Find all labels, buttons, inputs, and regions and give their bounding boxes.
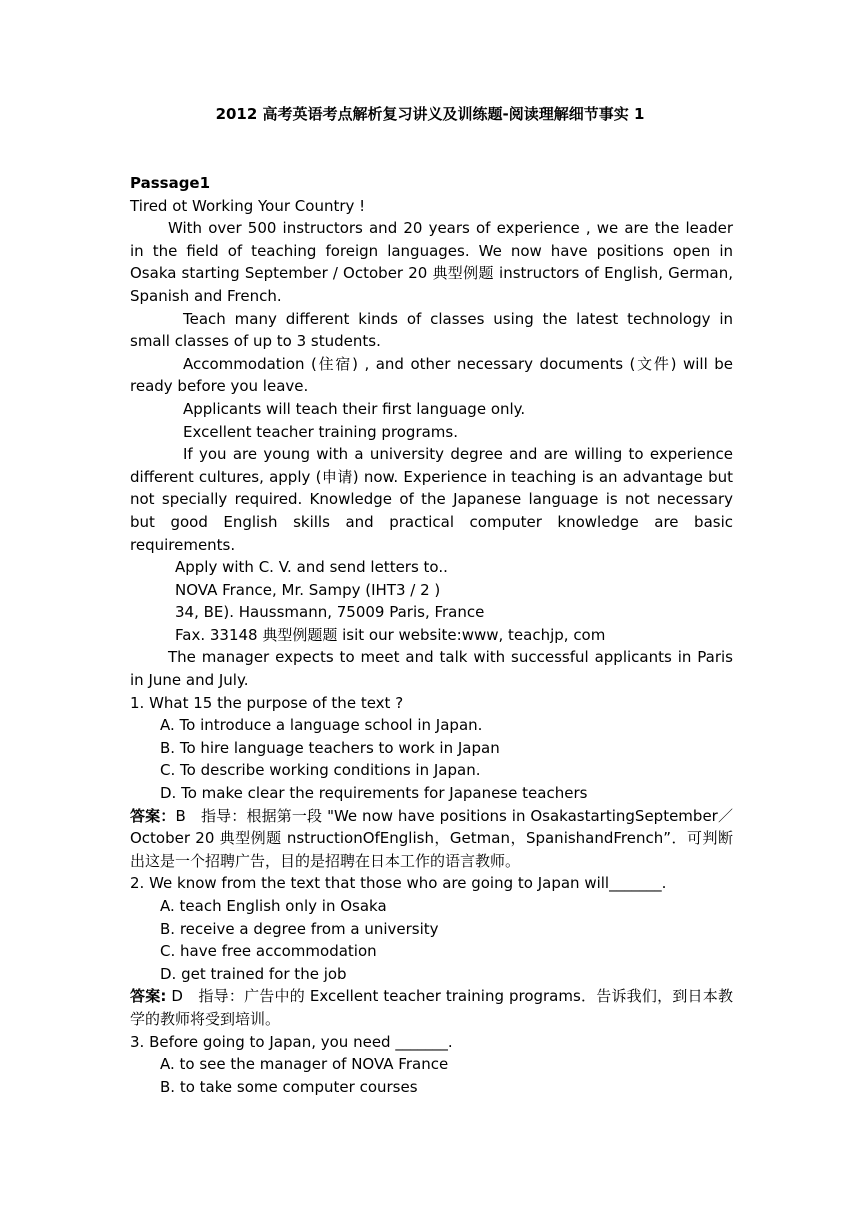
ad-paragraph-4: Applicants will teach their first language only. <box>183 399 526 418</box>
ad-paragraph-2: Teach many different kinds of classes using the latest technology in small classes of up to 3 students. <box>130 309 733 351</box>
question-1-answer <box>130 805 733 873</box>
question-2-option: B. receive a degree from a university <box>160 919 439 938</box>
document-body <box>130 172 733 1098</box>
answer-label: 答案： <box>130 806 176 825</box>
manager-paragraph: The manager expects to meet and talk with successful applicants in Paris in June and July. <box>130 648 733 690</box>
question-1-option: B. To hire language teachers to work in Japan <box>160 738 500 757</box>
question-2-answer <box>130 985 733 1030</box>
question-3-option: A. to see the manager of NOVA France <box>160 1055 449 1074</box>
address-line: 34, BE). Haussmann, 75009 Paris, France <box>175 603 485 622</box>
question-1-option: A. To introduce a language school in Japan. <box>160 716 483 735</box>
fax-line: Fax. 33148 典型例题题 isit our website:www, teachjp, com <box>175 625 606 644</box>
question-1-stem: 1. What 15 the purpose of the text ? <box>130 693 404 712</box>
answer-explanation: D 指导：广告中的 Excellent teacher training programs．告诉我们，到日本教学的教师将受到培训。 <box>130 987 733 1028</box>
apply-line: Apply with C. V. and send letters to.. <box>175 558 448 577</box>
ad-paragraph-1: With over 500 instructors and 20 years of experience , we are the leader in the field of teaching foreign languages. We now have positions open in Osaka starting September / October 20 典型例题 instructors of English, German, Spanish and French. <box>130 219 733 305</box>
ad-title: Tired ot Working Your Country ! <box>130 196 366 215</box>
question-2-option: A. teach English only in Osaka <box>160 897 387 915</box>
address-line: NOVA France, Mr. Sampy (IHT3 / 2 ) <box>175 580 441 599</box>
question-1-option: D. To make clear the requirements for Japanese teachers <box>160 784 588 803</box>
question-1-option: C. To describe working conditions in Japan. <box>160 761 481 780</box>
question-3-stem: 3. Before going to Japan, you need _______. <box>130 1032 453 1051</box>
document-title: 2012 高考英语考点解析复习讲义及训练题-阅读理解细节事实 1 <box>215 105 645 123</box>
ad-paragraph-3: Accommodation (住宿) , and other necessary documents (文件) will be ready before you leave. <box>130 354 733 396</box>
ad-paragraph-6: If you are young with a university degree and are willing to experience different cultures, apply (申请) now. Experience in teaching is an advantage but not specially required. Knowledge of the Japanese language is not necessary but good English skills and practical computer knowledge are basic requirements. <box>130 445 733 554</box>
question-2-option: C. have free accommodation <box>160 942 377 961</box>
answer-label: 答案: <box>130 987 167 1006</box>
question-2-option: D. get trained for the job <box>160 964 347 983</box>
question-2-stem: 2. We know from the text that those who are going to Japan will_______. <box>130 874 667 893</box>
ad-paragraph-5: Excellent teacher training programs. <box>183 422 458 441</box>
passage-heading: Passage1 <box>130 174 211 192</box>
answer-explanation: B 指导：根据第一段 "We now have positions in OsakastartingSeptember／October 20 典型例题 nstructionOfEnglish，Getman，SpanishandFrench”．可判断出这是一个招聘广告，目的是招聘在日本工作的语言教师。 <box>130 806 733 870</box>
question-3-option: B. to take some computer courses <box>160 1077 418 1096</box>
